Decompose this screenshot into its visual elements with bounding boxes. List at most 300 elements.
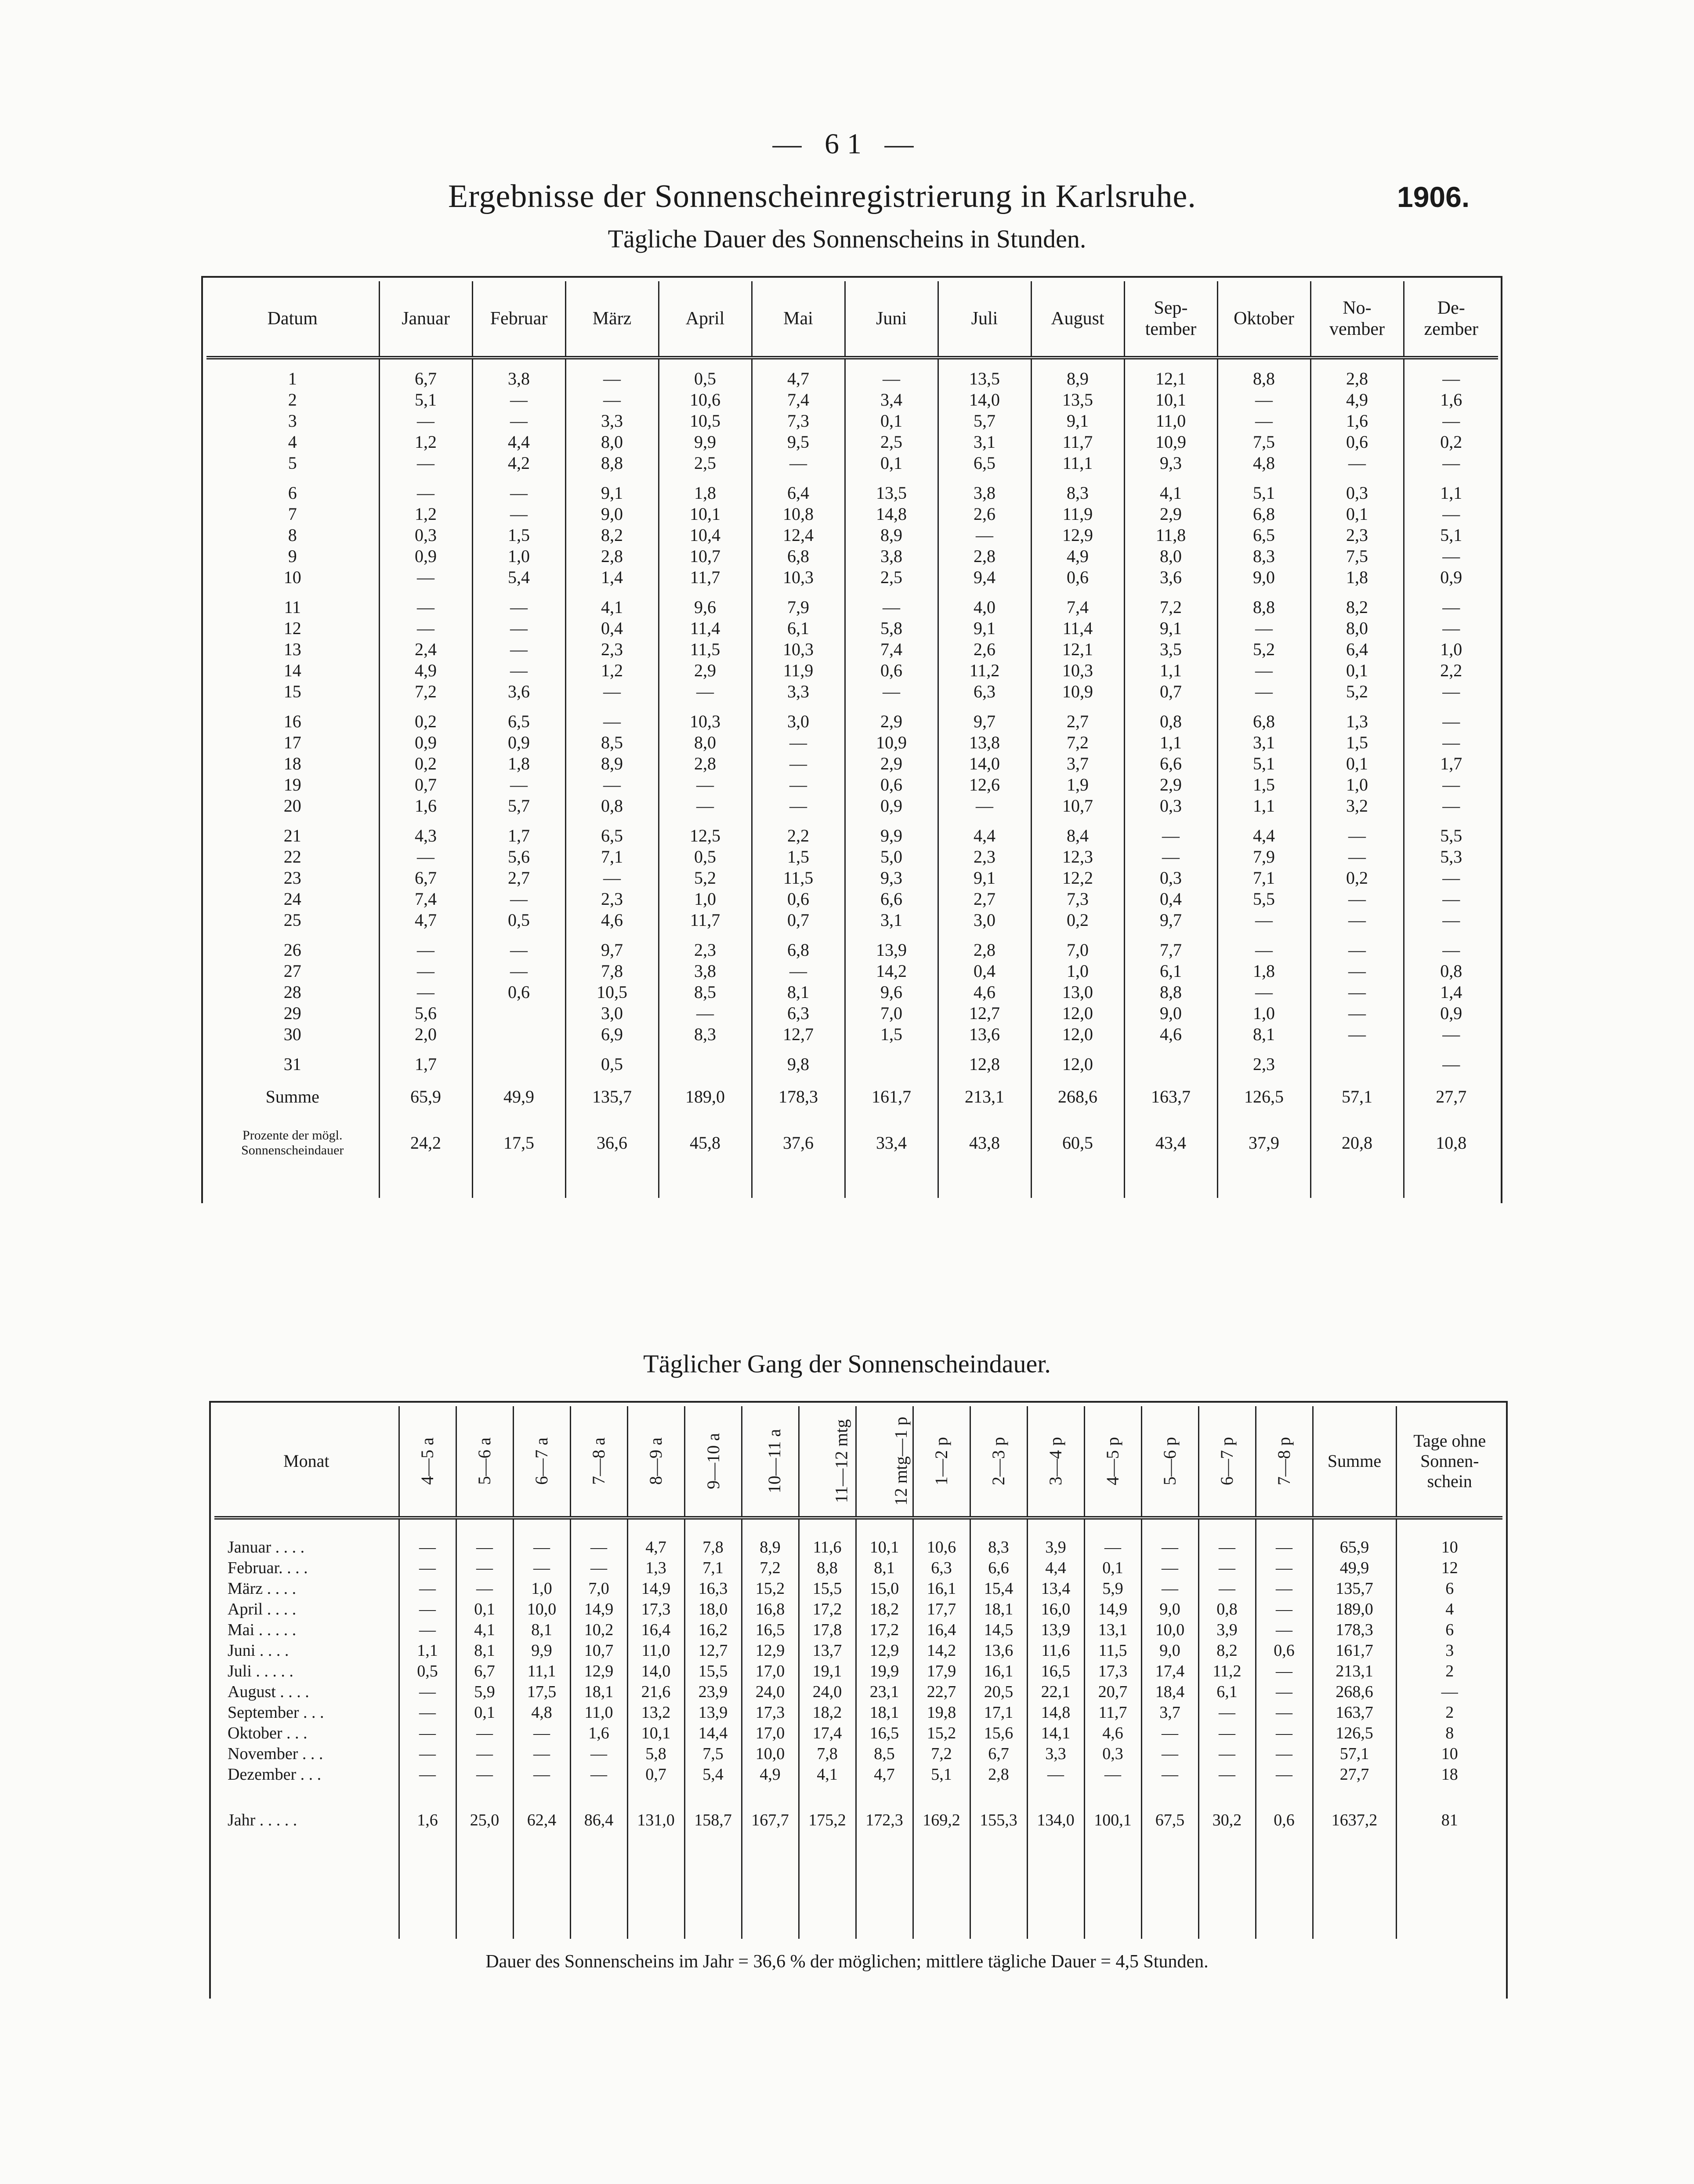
table-cell: 10,2 xyxy=(570,1620,627,1640)
table-cell: 9,3 xyxy=(1124,453,1217,474)
spacer-cell xyxy=(1141,1838,1198,1939)
table-cell: — xyxy=(513,1537,570,1558)
table-cell: 3,6 xyxy=(472,681,565,702)
table-cell: 12,0 xyxy=(1031,1003,1124,1024)
table-cell: 4,4 xyxy=(1217,825,1310,846)
spacer-cell xyxy=(1310,358,1404,368)
table-cell: 7,8 xyxy=(565,961,659,982)
table-row xyxy=(206,940,1498,961)
table-cell: 6,1 xyxy=(1124,961,1217,982)
table-cell: 9,6 xyxy=(845,982,938,1003)
table-cell: — xyxy=(659,774,752,795)
table-cell: 45,8 xyxy=(659,1119,752,1167)
table-cell: 0,2 xyxy=(379,711,472,732)
table-row xyxy=(206,483,1498,504)
table-row xyxy=(214,1537,1502,1558)
day-label: 5 xyxy=(206,453,379,474)
table-cell: 36,6 xyxy=(565,1119,659,1167)
table-cell: — xyxy=(1217,910,1310,931)
table-cell: 17,3 xyxy=(627,1599,684,1620)
table2-header-row xyxy=(214,1406,1502,1518)
table-cell: 5,1 xyxy=(379,389,472,410)
table-cell: 11,1 xyxy=(513,1661,570,1682)
table-cell: 10,9 xyxy=(845,732,938,753)
table-cell: 3,7 xyxy=(1141,1702,1198,1723)
table-cell: — xyxy=(1310,1024,1404,1045)
spacer-cell xyxy=(752,702,845,711)
table-cell: 4,1 xyxy=(565,597,659,618)
table-cell: 14,4 xyxy=(684,1723,742,1744)
table-row xyxy=(214,1723,1502,1744)
table-cell: — xyxy=(1256,1537,1313,1558)
spacer-cell xyxy=(1396,1518,1502,1537)
month-label: Oktober . . . xyxy=(214,1723,399,1744)
table-cell: 13,5 xyxy=(1031,389,1124,410)
table-cell: — xyxy=(399,1723,456,1744)
table-cell: — xyxy=(565,867,659,889)
table-cell: 60,5 xyxy=(1031,1119,1124,1167)
column-header-label: 1—2 p xyxy=(931,1437,951,1485)
table-row xyxy=(206,453,1498,474)
day-label: 30 xyxy=(206,1024,379,1045)
spacer-row xyxy=(214,1838,1502,1939)
table-cell xyxy=(1310,1054,1404,1075)
table-cell: 268,6 xyxy=(1313,1682,1396,1702)
table-cell: — xyxy=(752,961,845,982)
table-cell: — xyxy=(1198,1537,1256,1558)
table-cell: 7,3 xyxy=(752,410,845,432)
table-cell: 65,9 xyxy=(379,1075,472,1119)
table-cell: — xyxy=(399,1620,456,1640)
spacer-cell xyxy=(1124,1045,1217,1054)
table-cell: 8,0 xyxy=(1124,546,1217,567)
spacer-cell xyxy=(565,474,659,483)
column-header-label: 12 mtg—1 p xyxy=(890,1416,911,1506)
spacer-cell xyxy=(752,816,845,825)
spacer-cell xyxy=(659,588,752,597)
spacer-cell xyxy=(913,1785,970,1803)
spacer-cell xyxy=(742,1785,799,1803)
table-cell: 4,9 xyxy=(1031,546,1124,567)
column-header-label: 11—12 mtg xyxy=(831,1419,851,1503)
row-label: Prozente der mögl. Sonnenscheindauer xyxy=(206,1119,379,1167)
day-label: 11 xyxy=(206,597,379,618)
spacer-cell xyxy=(1404,702,1498,711)
table-cell: 49,9 xyxy=(472,1075,565,1119)
table-cell xyxy=(472,1024,565,1045)
table-cell: 0,9 xyxy=(1440,1003,1462,1023)
table-cell: 7,7 xyxy=(1124,940,1217,961)
table-cell: — xyxy=(1442,546,1460,566)
spacer-cell xyxy=(472,702,565,711)
table-cell: — xyxy=(1442,504,1460,524)
table-cell: 2,6 xyxy=(938,504,1031,525)
spacer-cell xyxy=(472,358,565,368)
table-cell: 10,3 xyxy=(752,567,845,588)
table-cell: — xyxy=(1256,1558,1313,1578)
spacer-cell xyxy=(1217,588,1310,597)
spacer-cell xyxy=(938,702,1031,711)
spacer-cell xyxy=(1031,702,1124,711)
day-label: 1 xyxy=(206,368,379,389)
table-cell: 15,4 xyxy=(970,1578,1027,1599)
table-cell: 6,5 xyxy=(1217,525,1310,546)
table-row xyxy=(206,961,1498,982)
summe-row xyxy=(206,1075,1498,1119)
table-cell: 0,1 xyxy=(845,410,938,432)
table-cell: 0,6 xyxy=(472,982,565,1003)
table-cell: 213,1 xyxy=(938,1075,1031,1119)
table-cell: 18,2 xyxy=(856,1599,913,1620)
column-header: Summe xyxy=(1313,1406,1396,1518)
table-cell: 16,5 xyxy=(856,1723,913,1744)
table-cell: 10,1 xyxy=(627,1723,684,1744)
table-cell: 8,0 xyxy=(565,432,659,453)
table-row xyxy=(214,1558,1502,1578)
table-cell: 0,9 xyxy=(379,546,472,567)
spacer-cell xyxy=(845,816,938,825)
table-cell: 4,9 xyxy=(1310,389,1404,410)
table-cell: 9,7 xyxy=(1124,910,1217,931)
table-cell: 4,6 xyxy=(1124,1024,1217,1045)
table-cell: — xyxy=(472,389,565,410)
table-cell: 135,7 xyxy=(565,1075,659,1119)
spacer-row xyxy=(206,588,1498,597)
spacer-cell xyxy=(1310,1045,1404,1054)
spacer-cell xyxy=(742,1518,799,1537)
table-cell: — xyxy=(752,453,845,474)
table-cell: — xyxy=(379,567,472,588)
table-cell: 9,1 xyxy=(1124,618,1217,639)
table-cell: 2,8 xyxy=(938,546,1031,567)
table-cell: — xyxy=(1442,940,1460,960)
table-cell: — xyxy=(379,618,472,639)
table-cell: 17,4 xyxy=(1141,1661,1198,1682)
spacer-cell xyxy=(1141,1785,1198,1803)
spacer-cell xyxy=(513,1785,570,1803)
spacer-row xyxy=(206,816,1498,825)
table-cell: 15,2 xyxy=(913,1723,970,1744)
table-cell: 8,9 xyxy=(1031,368,1124,389)
table-cell: 14,0 xyxy=(938,389,1031,410)
table-cell: 11,0 xyxy=(570,1702,627,1723)
spacer-cell xyxy=(1404,816,1498,825)
table-cell: 8,1 xyxy=(513,1620,570,1640)
table-cell: 0,9 xyxy=(1440,567,1462,587)
table-cell: 5,4 xyxy=(472,567,565,588)
table-cell: 37,9 xyxy=(1217,1119,1310,1167)
table-cell: 6,4 xyxy=(752,483,845,504)
table-cell: 6,3 xyxy=(752,1003,845,1024)
table-cell xyxy=(1124,1054,1217,1075)
spacer-cell xyxy=(1031,588,1124,597)
spacer-cell xyxy=(379,702,472,711)
table-cell: 14,8 xyxy=(1027,1702,1084,1723)
table-cell: 131,0 xyxy=(627,1803,684,1838)
spacer-cell xyxy=(970,1838,1027,1939)
table-cell: 16,5 xyxy=(742,1620,799,1640)
table-cell: — xyxy=(399,1599,456,1620)
table-cell: 1,1 xyxy=(1124,660,1217,681)
table-cell: 6,1 xyxy=(752,618,845,639)
table-cell: 11,2 xyxy=(1198,1661,1256,1682)
table-cell: 11,1 xyxy=(1031,453,1124,474)
table-row xyxy=(206,774,1498,795)
table-cell: 16,0 xyxy=(1027,1599,1084,1620)
spacer-cell xyxy=(456,1785,513,1803)
table-cell: — xyxy=(1256,1599,1313,1620)
table-cell: — xyxy=(456,1537,513,1558)
table-cell: 13,8 xyxy=(938,732,1031,753)
spacer-cell xyxy=(1404,358,1498,368)
table-cell: — xyxy=(472,940,565,961)
table-cell: — xyxy=(1256,1744,1313,1764)
table-cell: 6,7 xyxy=(970,1744,1027,1764)
table-cell: 8,1 xyxy=(1217,1024,1310,1045)
table-cell: — xyxy=(845,368,938,389)
month-label: März . . . . xyxy=(214,1578,399,1599)
column-header: August xyxy=(1031,281,1124,358)
day-label: 16 xyxy=(206,711,379,732)
table-cell: 6,8 xyxy=(752,546,845,567)
table-cell: 1,3 xyxy=(1310,711,1404,732)
table-cell: 18,1 xyxy=(970,1599,1027,1620)
table-cell: 3,3 xyxy=(1027,1744,1084,1764)
table-cell: 16,1 xyxy=(913,1578,970,1599)
table-cell: 4,7 xyxy=(856,1764,913,1785)
table-cell: 27,7 xyxy=(1436,1087,1467,1107)
column-header xyxy=(456,1406,513,1518)
table-cell: — xyxy=(1310,453,1404,474)
table-row xyxy=(214,1764,1502,1785)
table-cell: 62,4 xyxy=(513,1803,570,1838)
day-label: 17 xyxy=(206,732,379,753)
table-cell: 4,7 xyxy=(379,910,472,931)
table-cell: 2,7 xyxy=(472,867,565,889)
table-cell: 11,4 xyxy=(659,618,752,639)
table-cell: 7,0 xyxy=(845,1003,938,1024)
table-cell: — xyxy=(379,597,472,618)
month-label: Dezember . . . xyxy=(214,1764,399,1785)
table-cell: 19,8 xyxy=(913,1702,970,1723)
table-cell: 4,9 xyxy=(742,1764,799,1785)
table-cell: 178,3 xyxy=(1313,1620,1396,1640)
table-cell: — xyxy=(379,483,472,504)
table-row xyxy=(206,432,1498,453)
spacer-cell xyxy=(565,588,659,597)
table-row xyxy=(206,753,1498,774)
spacer-cell xyxy=(752,358,845,368)
spacer-cell xyxy=(214,1838,399,1939)
table-cell: — xyxy=(1084,1537,1141,1558)
spacer-cell xyxy=(565,358,659,368)
spacer-cell xyxy=(856,1838,913,1939)
table-cell: 10,4 xyxy=(659,525,752,546)
table-cell: 1,0 xyxy=(1031,961,1124,982)
table-cell: 10,1 xyxy=(1124,389,1217,410)
spacer-cell xyxy=(684,1838,742,1939)
table-cell: — xyxy=(472,889,565,910)
table-cell: 18,1 xyxy=(856,1702,913,1723)
table-cell: 1,3 xyxy=(627,1558,684,1578)
day-label: 28 xyxy=(206,982,379,1003)
table-cell: 2,7 xyxy=(938,889,1031,910)
spacer-cell xyxy=(206,1167,379,1198)
table-cell: 172,3 xyxy=(856,1803,913,1838)
table-row xyxy=(206,410,1498,432)
table-cell: 0,1 xyxy=(845,453,938,474)
table-row xyxy=(206,846,1498,867)
column-header xyxy=(970,1406,1027,1518)
spacer-cell xyxy=(1256,1785,1313,1803)
spacer-cell xyxy=(856,1518,913,1537)
table-cell: 0,6 xyxy=(845,774,938,795)
table-row xyxy=(206,681,1498,702)
spacer-cell xyxy=(1217,702,1310,711)
spacer-cell xyxy=(752,588,845,597)
table-cell: 14,2 xyxy=(845,961,938,982)
table-cell: 15,6 xyxy=(970,1723,1027,1744)
table-cell: 3,8 xyxy=(659,961,752,982)
day-label: 2 xyxy=(206,389,379,410)
table-cell: 8,0 xyxy=(659,732,752,753)
table-cell: 5,9 xyxy=(1084,1578,1141,1599)
table-cell: 33,4 xyxy=(845,1119,938,1167)
table-cell: 0,4 xyxy=(1124,889,1217,910)
table-cell: 1,8 xyxy=(1310,567,1404,588)
table-cell: 18,4 xyxy=(1141,1682,1198,1702)
table-cell: — xyxy=(1256,1578,1313,1599)
table-cell: 4,1 xyxy=(799,1764,856,1785)
table-cell: 12,1 xyxy=(1124,368,1217,389)
table-cell: 11,2 xyxy=(938,660,1031,681)
table-cell: 9,5 xyxy=(752,432,845,453)
table-cell: 7,2 xyxy=(1124,597,1217,618)
spacer-cell xyxy=(399,1518,456,1537)
spacer-row xyxy=(206,1167,1498,1198)
spacer-cell xyxy=(456,1838,513,1939)
spacer-cell xyxy=(1084,1838,1141,1939)
table-cell: — xyxy=(659,795,752,816)
table-cell: 1,6 xyxy=(1310,410,1404,432)
table-cell: 37,6 xyxy=(752,1119,845,1167)
table-cell: 6,3 xyxy=(913,1558,970,1578)
table-row xyxy=(206,795,1498,816)
table-cell: 11,7 xyxy=(659,910,752,931)
prozente-row xyxy=(206,1119,1498,1167)
table-cell: 15,2 xyxy=(742,1578,799,1599)
table-cell: 0,1 xyxy=(1084,1558,1141,1578)
table-cell: — xyxy=(752,774,845,795)
table-cell: 8,2 xyxy=(1310,597,1404,618)
table-cell: — xyxy=(472,483,565,504)
spacer-cell xyxy=(1217,1045,1310,1054)
table-cell: — xyxy=(752,795,845,816)
table-cell: 13,1 xyxy=(1084,1620,1141,1640)
table-cell: — xyxy=(1442,618,1460,638)
table-cell: 2,8 xyxy=(659,753,752,774)
table-cell: 17,9 xyxy=(913,1661,970,1682)
spacer-cell xyxy=(659,474,752,483)
spacer-cell xyxy=(570,1785,627,1803)
day-label: 4 xyxy=(206,432,379,453)
day-label: 14 xyxy=(206,660,379,681)
table-cell: 14,2 xyxy=(913,1640,970,1661)
table-cell: — xyxy=(513,1764,570,1785)
table-cell: 0,5 xyxy=(659,368,752,389)
table-cell: 8,9 xyxy=(742,1537,799,1558)
hourly-sunshine-table xyxy=(214,1406,1502,1939)
spacer-cell xyxy=(379,931,472,940)
table-cell: — xyxy=(1442,711,1460,731)
table-cell: — xyxy=(1217,618,1310,639)
table-cell: 268,6 xyxy=(1031,1075,1124,1119)
table-cell: 100,1 xyxy=(1084,1803,1141,1838)
column-header xyxy=(1084,1406,1141,1518)
table-cell: 11,7 xyxy=(659,567,752,588)
spacer-cell xyxy=(1310,931,1404,940)
table-cell: 1,6 xyxy=(379,795,472,816)
day-label: 3 xyxy=(206,410,379,432)
table-cell: — xyxy=(513,1558,570,1578)
table-cell: 7,3 xyxy=(1031,889,1124,910)
spacer-cell xyxy=(1310,816,1404,825)
table-cell: — xyxy=(1141,1578,1198,1599)
table-cell: — xyxy=(399,1682,456,1702)
table-row xyxy=(214,1682,1502,1702)
table-cell xyxy=(472,1054,565,1075)
spacer-cell xyxy=(206,588,379,597)
table-cell: 1637,2 xyxy=(1313,1803,1396,1838)
spacer-cell xyxy=(1404,1045,1498,1054)
spacer-cell xyxy=(1027,1785,1084,1803)
spacer-cell xyxy=(1031,1167,1124,1198)
table-cell: 24,2 xyxy=(379,1119,472,1167)
table-cell: 30,2 xyxy=(1198,1803,1256,1838)
table-cell: 14,9 xyxy=(570,1599,627,1620)
table-cell: — xyxy=(456,1744,513,1764)
table-row xyxy=(206,889,1498,910)
month-label: Juli . . . . . xyxy=(214,1661,399,1682)
spacer-cell xyxy=(1313,1785,1396,1803)
table-cell: — xyxy=(399,1764,456,1785)
spacer-cell xyxy=(627,1785,684,1803)
spacer-cell xyxy=(1084,1518,1141,1537)
spacer-cell xyxy=(1396,1785,1502,1803)
table-cell: 7,1 xyxy=(684,1558,742,1578)
day-label: 9 xyxy=(206,546,379,567)
table-cell: 12,2 xyxy=(1031,867,1124,889)
table-cell: 13,9 xyxy=(845,940,938,961)
table-cell: 1,0 xyxy=(1440,639,1462,659)
spacer-cell xyxy=(752,1045,845,1054)
column-header-label: 6—7 a xyxy=(531,1437,551,1485)
spacer-cell xyxy=(659,358,752,368)
table-cell: 1,0 xyxy=(1310,774,1404,795)
table-cell: 8,5 xyxy=(856,1744,913,1764)
table-cell: — xyxy=(1442,411,1460,431)
table-cell: 0,3 xyxy=(379,525,472,546)
table-cell: 135,7 xyxy=(1313,1578,1396,1599)
day-label: 22 xyxy=(206,846,379,867)
table-cell: — xyxy=(1441,1683,1458,1701)
table-cell: 2,5 xyxy=(845,567,938,588)
table-cell: 189,0 xyxy=(659,1075,752,1119)
spacer-cell xyxy=(938,588,1031,597)
table-cell: — xyxy=(1217,389,1310,410)
table-cell: 4,6 xyxy=(565,910,659,931)
table-cell: 9,8 xyxy=(752,1054,845,1075)
